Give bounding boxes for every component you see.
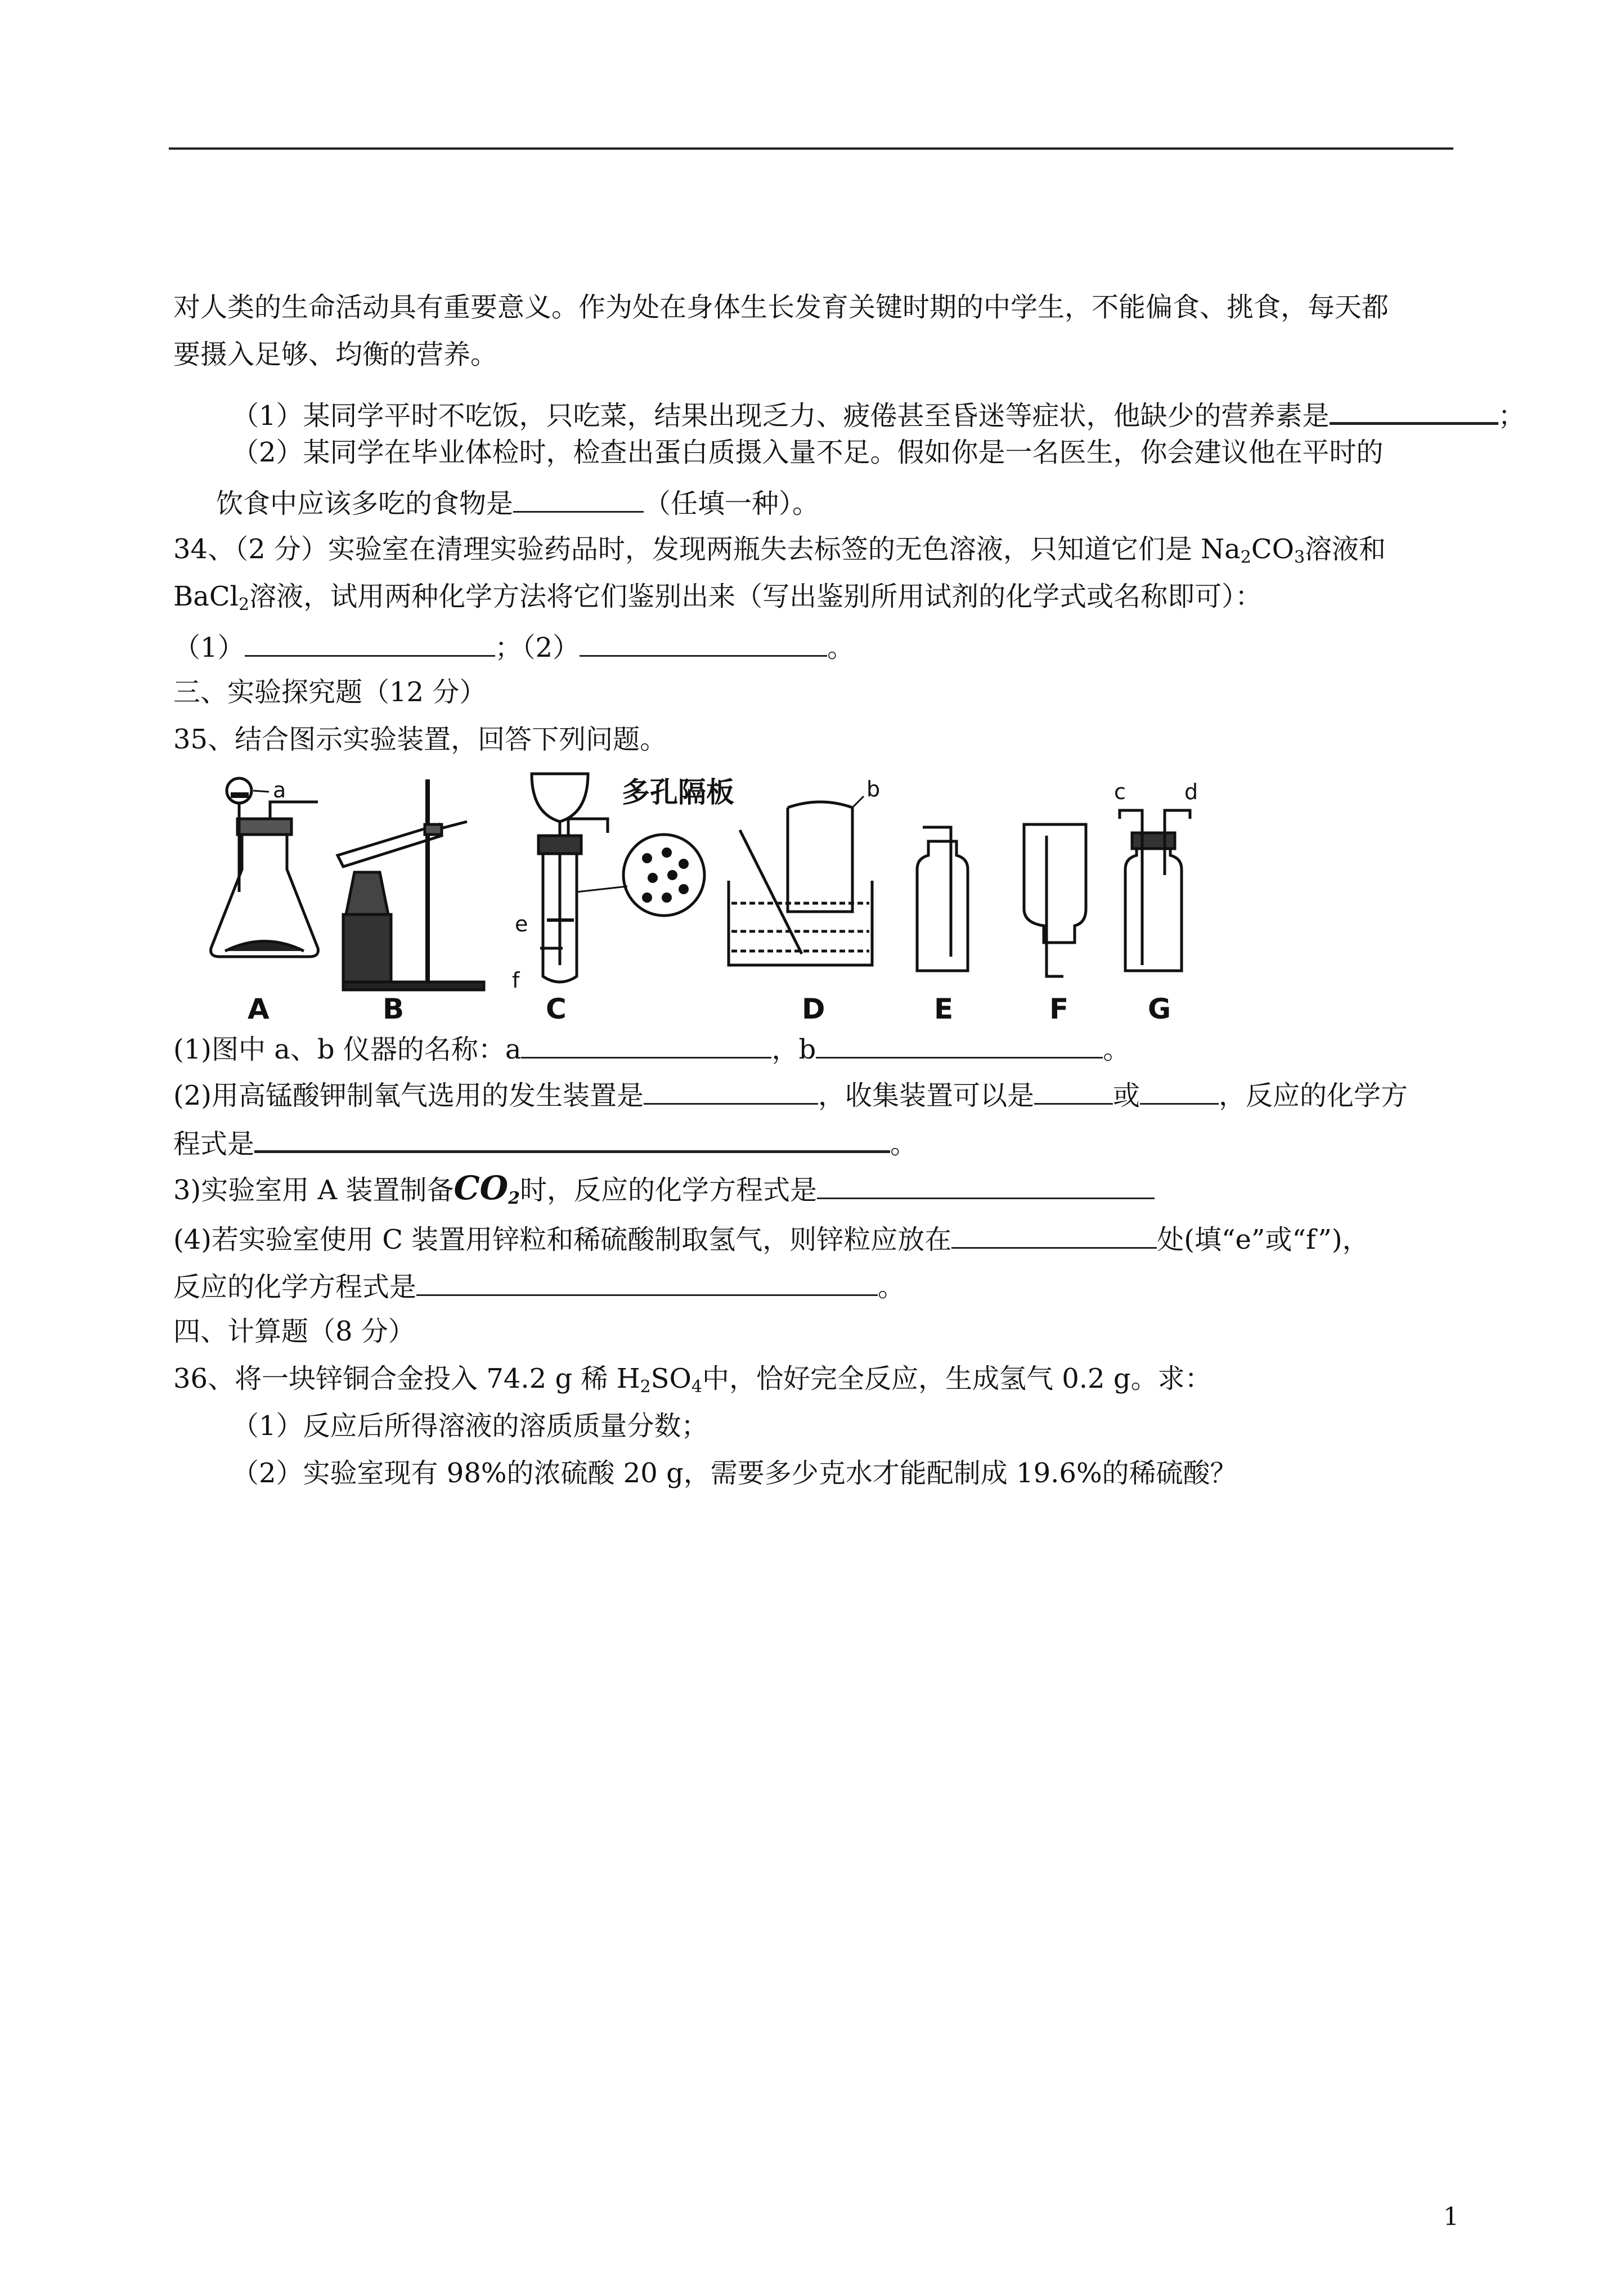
q34-bacl-text: BaCl [173,581,239,612]
label-b: b [866,777,881,801]
q35-p2-end: 。 [890,1128,918,1160]
section-4-title: 四、计算题（8 分） [173,1316,415,1347]
apparatus-figure [203,763,1272,1024]
q36-text-b: SO [650,1363,691,1394]
apparatus-b [338,779,484,990]
caption-b: B [383,993,405,1024]
q34-text-c: 溶液和 [1305,533,1386,565]
q33-part1 [232,394,1525,433]
q33-blank-1[interactable] [1330,394,1498,425]
q35-blank-equation-3[interactable] [416,1266,878,1296]
q35-p1-text: (1)图中 a、b 仪器的名称：a [173,1034,522,1065]
q34-line-2 [173,580,1262,613]
q35-p4-end: 。 [878,1271,905,1303]
caption-f: F [1049,993,1069,1024]
q35-part4-line2 [173,1266,905,1304]
intro-line-1: 对人类的生命活动具有重要意义。作为处在身体生长发育关键时期的中学生，不能偏食、挑食，每天都 [173,292,1389,323]
q34-blank-1[interactable] [245,627,495,657]
apparatus-g [1114,779,1198,971]
q34-blank-2[interactable] [580,627,827,657]
co2-sub: 2 [508,1189,520,1208]
caption-d: D [802,993,825,1024]
apparatus-e [917,827,968,971]
q35-p2-b: ，收集装置可以是 [818,1080,1035,1111]
q34-text-a: 34、（2 分）实验室在清理实验药品时，发现两瓶失去标签的无色溶液，只知道它们是 Na [173,533,1241,565]
q36-sub-2: 2 [640,1377,651,1397]
q35-blank-a[interactable] [521,1029,771,1059]
label-c: c [1114,779,1126,804]
page-number: 1 [1443,2203,1459,2231]
q35-p1-end: 。 [1103,1034,1130,1065]
q36-text-c: 中，恰好完全反应，生成氢气 0.2 g。求： [702,1363,1212,1394]
q34-text-b: CO [1251,533,1294,565]
q35-blank-position[interactable] [951,1219,1157,1249]
co2-formula: CO [453,1169,509,1207]
q35-p4-text: (4)若实验室使用 C 装置用锌粒和稀硫酸制取氢气，则锌粒应放在 [173,1224,952,1255]
q35-part2-line2 [173,1122,917,1161]
q36-sub-4: 4 [691,1377,702,1397]
label-d: d [1184,779,1198,804]
section-3-title: 三、实验探究题（12 分） [173,676,487,708]
q36-part1: （1）反应后所得溶液的溶质质量分数； [232,1410,708,1442]
q35-blank-equation-2[interactable] [817,1169,1155,1199]
caption-e: E [934,993,954,1024]
apparatus-f [1024,824,1086,976]
q35-p2-line2-text: 程式是 [173,1128,255,1160]
label-a: a [273,778,286,802]
q34-line2-rest: 溶液，试用两种化学方法将它们鉴别出来（写出鉴别所用试剂的化学式或名称即可）： [249,581,1263,612]
caption-c: C [546,993,567,1024]
header-rule [169,147,1453,150]
apparatus-c [512,774,734,993]
q35-part2-line1 [173,1075,1408,1113]
q35-p4-b: 处(填“e”或“f”)， [1157,1224,1369,1255]
label-f: f [512,968,520,993]
apparatus-d [729,777,880,965]
q35-p1-b: ，b [771,1034,816,1065]
q35-blank-generator[interactable] [644,1075,818,1105]
q35-p2-d: ，反应的化学方 [1219,1080,1408,1111]
q36-part2: （2）实验室现有 98%的浓硫酸 20 g，需要多少克水才能配制成 19.6%的稀硫酸？ [232,1458,1237,1489]
label-e: e [515,912,528,936]
q33-part2-end: （任填一种）。 [644,488,820,519]
caption-a: A [248,993,270,1024]
q35-p4-line2-text: 反应的化学方程式是 [173,1271,417,1303]
q33-part2-line2 [216,483,819,521]
caption-g: G [1148,993,1171,1024]
q33-part2-text: 饮食中应该多吃的食物是 [216,488,514,519]
q35-blank-collector-2[interactable] [1140,1075,1219,1105]
q33-part1-text: （1）某同学平时不吃饭，只吃菜，结果出现乏力、疲倦甚至昏迷等症状，他缺少的营养素是 [232,400,1330,432]
apparatus-a [211,778,318,957]
q35-blank-b[interactable] [816,1029,1103,1059]
q34-end: 。 [827,632,855,663]
q36-stem [173,1362,1212,1396]
q35-part1 [173,1029,1130,1066]
q33-part2-line1: （2）某同学在毕业体检时，检查出蛋白质摄入量不足。假如你是一名医生，你会建议他在平时的 [232,437,1384,468]
q34-answer-1-label: （1） [173,632,245,663]
q36-text-a: 36、将一块锌铜合金投入 74.2 g 稀 H [173,1363,640,1394]
q34-line-1 [173,532,1386,566]
q35-p3-text: 3)实验室用 A 装置制备 [173,1174,454,1206]
q34-bacl-sub: 2 [238,595,250,615]
q33-part1-end: ； [1498,400,1525,432]
q34-answer-2-label: ；（2） [495,632,580,663]
q35-part4-line1 [173,1219,1369,1257]
q34-line-3 [173,627,854,665]
q35-stem: 35、结合图示实验装置，回答下列问题。 [173,724,667,755]
q35-p2-or: 或 [1113,1080,1140,1111]
q35-blank-collector-1[interactable] [1034,1075,1113,1105]
q35-p3-b: 时，反应的化学方程式是 [520,1174,818,1206]
q34-sub-3: 3 [1294,548,1305,567]
q34-sub-2: 2 [1240,548,1251,567]
q35-p2-text: (2)用高锰酸钾制氧气选用的发生装置是 [173,1080,644,1111]
q35-blank-equation-1[interactable] [254,1122,890,1153]
intro-line-2: 要摄入足够、均衡的营养。 [173,339,498,370]
porous-plate-label: 多孔隔板 [622,776,734,809]
q33-blank-2[interactable] [513,483,644,513]
q35-part3 [173,1169,1155,1207]
